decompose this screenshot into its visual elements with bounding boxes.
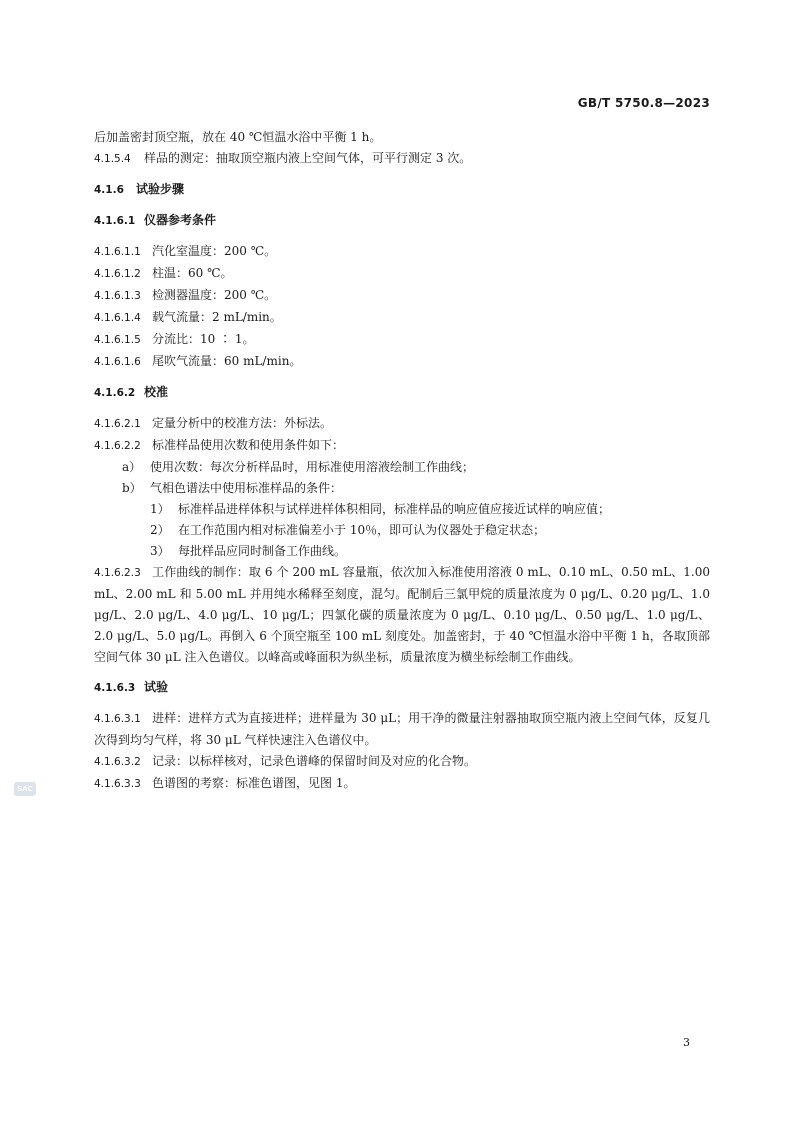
- list-item-a: [94, 457, 710, 478]
- heading-4-1-6-2: [94, 382, 710, 404]
- clause-text: 载气流量：2 mL/min。: [152, 310, 282, 324]
- clause-4-1-6-1-1: [94, 241, 710, 263]
- page-content: [94, 127, 710, 795]
- clause-number: 4.1.6.1.6: [94, 356, 141, 368]
- clause-4-1-6-3-1: [94, 708, 710, 751]
- list-text: 气相色谱法中使用标准样品的条件：: [150, 481, 343, 495]
- clause-text: 标准样品使用次数和使用条件如下：: [152, 438, 345, 452]
- heading-text: 仪器参考条件: [144, 213, 217, 227]
- clause-number: 4.1.6.3.3: [94, 778, 141, 790]
- clause-text: 样品的测定：抽取顶空瓶内液上空间气体，可平行测定 3 次。: [144, 151, 472, 165]
- clause-text: 柱温：60 ℃。: [152, 266, 233, 280]
- clause-number: 4.1.6.1.4: [94, 312, 141, 324]
- list-text: 使用次数：每次分析样品时，用标准使用溶液绘制工作曲线；: [150, 460, 475, 474]
- clause-4-1-6-1-3: [94, 285, 710, 307]
- list-item-b3: [94, 541, 710, 562]
- list-marker: 3）: [150, 544, 170, 558]
- list-marker: 2）: [150, 523, 170, 537]
- clause-4-1-6-3-2: [94, 751, 710, 773]
- clause-number: 4.1.6.1.5: [94, 334, 141, 346]
- clause-number: 4.1.6.3.2: [94, 756, 141, 768]
- list-text: 在工作范围内相对标准偏差小于 10％，即可认为仪器处于稳定状态；: [178, 523, 546, 537]
- clause-text: 工作曲线的制作：取 6 个 200 mL 容量瓶，依次加入标准使用溶液 0 mL、0.10 mL、0.50 mL、1.00 mL、2.00 mL 和 5.00 mL 并用纯水稀释至刻度，混匀。配制后三氯甲烷的质量浓度为 0 μg/L、0.20 μg/L、1.0 μg/L、2.0 μg/L、4.0 μg/L、10 μg/L；四氯化碳的质量浓度为 0 μg/L、0.10 μg/L、0.50 μg/L、1.0 μg/L、2.0 μg/L、5.0 μg/L。再倒入 6 个顶空瓶至 100 mL 刻度处。加盖密封，于 40 ℃恒温水浴中平衡 1 h，各取顶部空间气体 30 μL 注入色谱仪。以峰高或峰面积为纵坐标，质量浓度为横坐标绘制工作曲线。: [94, 565, 710, 664]
- clause-4-1-6-2-2: [94, 435, 710, 457]
- clause-number: 4.1.6.2.2: [94, 440, 141, 452]
- list-text: 每批样品应同时制备工作曲线。: [178, 544, 347, 558]
- clause-4-1-5-4: [94, 148, 710, 170]
- list-marker: b）: [122, 481, 142, 495]
- standard-code: GB/T 5750.8—2023: [577, 96, 710, 110]
- list-item-b1: [94, 499, 710, 520]
- heading-text: 试验: [144, 680, 169, 694]
- clause-number: 4.1.6.1.3: [94, 290, 141, 302]
- list-item-b: [94, 478, 710, 499]
- clause-4-1-6-2-3: [94, 562, 710, 668]
- clause-number: 4.1.6.2.3: [94, 567, 141, 579]
- heading-4-1-6-1: [94, 210, 710, 232]
- clause-text: 检测器温度：200 ℃。: [152, 288, 277, 302]
- list-marker: 1）: [150, 502, 170, 516]
- clause-number: 4.1.6.1.2: [94, 268, 141, 280]
- heading-number: 4.1.6.3: [94, 682, 136, 694]
- clause-number: 4.1.6.1.1: [94, 246, 141, 258]
- clause-text: 进样：进样方式为直接进样；进样量为 30 μL；用干净的微量注射器抽取顶空瓶内液上空间气体，反复几次得到均匀气样，将 30 μL 气样快速注入色谱仪中。: [94, 711, 710, 747]
- clause-number: 4.1.6.2.1: [94, 418, 141, 430]
- heading-text: 试验步骤: [136, 182, 185, 196]
- clause-text: 分流比：10 ∶ 1。: [152, 332, 255, 346]
- list-text: 标准样品进样体积与试样进样体积相同，标准样品的响应值应接近试样的响应值；: [178, 502, 611, 516]
- heading-number: 4.1.6.2: [94, 387, 136, 399]
- page-number: 3: [683, 1036, 690, 1049]
- list-item-b2: [94, 520, 710, 541]
- clause-text: 记录：以标样核对，记录色谱峰的保留时间及对应的化合物。: [152, 754, 477, 768]
- clause-4-1-6-3-3: [94, 773, 710, 795]
- clause-4-1-6-1-5: [94, 329, 710, 351]
- clause-text: 汽化室温度：200 ℃。: [152, 244, 277, 258]
- clause-4-1-6-1-2: [94, 263, 710, 285]
- clause-4-1-6-1-6: [94, 351, 710, 373]
- clause-4-1-6-1-4: [94, 307, 710, 329]
- heading-text: 校准: [144, 385, 169, 399]
- heading-number: 4.1.6.1: [94, 215, 136, 227]
- sac-watermark: SAC: [14, 782, 36, 796]
- clause-text: 尾吹气流量：60 mL/min。: [152, 354, 302, 368]
- text-line: 后加盖密封顶空瓶，放在 40 ℃恒温水浴中平衡 1 h。: [94, 130, 382, 144]
- clause-text: 色谱图的考察：标准色谱图，见图 1。: [152, 776, 356, 790]
- heading-4-1-6-3: [94, 677, 710, 699]
- clause-4-1-6-2-1: [94, 413, 710, 435]
- clause-number: 4.1.5.4: [94, 153, 131, 165]
- heading-number: 4.1.6: [94, 184, 124, 196]
- clause-text: 定量分析中的校准方法：外标法。: [152, 416, 333, 430]
- heading-4-1-6: [94, 179, 710, 201]
- clause-number: 4.1.6.3.1: [94, 713, 141, 725]
- list-marker: a）: [122, 460, 142, 474]
